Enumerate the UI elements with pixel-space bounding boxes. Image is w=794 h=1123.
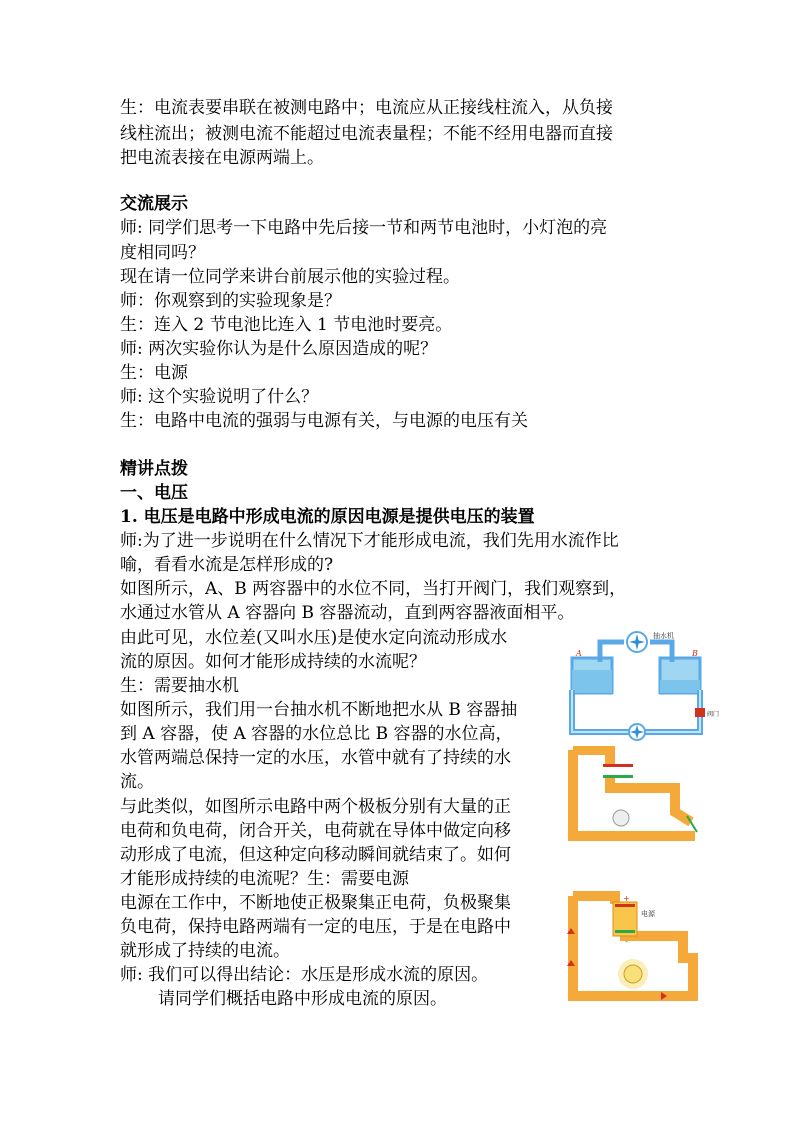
paragraph-line: 生：需要抽水机 [120,676,239,696]
paragraph-line: 电源在工作中，不断地使正极聚集正电荷，负极聚集 [120,893,511,913]
pump-label: 抽水机 [653,632,674,640]
paragraph-line: 水通过水管从 A 容器向 B 容器流动，直到两容器液面相平。 [120,603,575,623]
paragraph-line: 负电荷，保持电路两端有一定的电压，于是在电路中 [120,917,511,937]
label-a: A [576,649,582,658]
negative-plate [603,775,633,778]
valve-icon [695,708,705,717]
paragraph-line: 现在请一位同学来讲台前展示他的实验过程。 [120,267,460,287]
paragraph-line: 如图所示，A、B 两容器中的水位不同，当打开阀门，我们观察到， [120,579,627,599]
water-pump-diagram [560,628,720,743]
paragraph-line: 生：连入 2 节电池比连入 1 节电池时要亮。 [120,315,453,335]
positive-plate [603,764,633,767]
paragraph-line: 师: 这个实验说明了什么？ [120,387,319,407]
paragraph-line: 由此可见，水位差(又叫水压)是使水定向流动形成水 [120,628,508,648]
paragraph-line: 喻，看看水流是怎样形成的? [120,555,334,575]
label-b: B [692,649,698,658]
paragraph-line: 动形成了电流，但这种定向移动瞬间就结束了。如何 [120,845,511,865]
paragraph-line: 师: 我们可以得出结论：水压是形成水流的原因。 [120,965,489,985]
paragraph-line: 生：电流表要串联在被测电路中；电流应从正接线柱流入，从负接 [120,98,613,118]
paragraph-line: 到 A 容器，使 A 容器的水位总比 B 容器的水位高， [120,724,513,744]
paragraph-line: 把电流表接在电源两端上。 [120,148,324,168]
paragraph-line: 就形成了持续的电流。 [120,941,290,961]
power-source-diagram [565,888,715,1003]
paragraph-line: 师：你观察到的实验现象是？ [120,291,341,311]
power-label: 电源 [641,910,655,918]
wire-top [573,896,615,904]
paragraph-line: 师:为了进一步说明在什么情况下才能形成电流，我们先用水流作比 [120,531,619,551]
paragraph-line: 生：电路中电流的强弱与电源有关，与电源的电压有关 [120,411,528,431]
paragraph-line: 线柱流出；被测电流不能超过电流表量程；不能不经用电器而直接 [120,124,613,144]
section-heading: 精讲点拨 [120,459,188,479]
paragraph-line: 生：电源 [120,363,188,383]
paragraph-line: 师: 同学们思考一下电路中先后接一节和两节电池时，小灯泡的亮 [120,218,608,238]
paragraph-line: 如图所示，我们用一台抽水机不断地把水从 B 容器抽 [120,700,518,720]
charged-plates-diagram [565,746,715,842]
negative-terminal [615,930,635,933]
subsection-heading: 一、电压 [120,483,188,503]
section-heading: 交流展示 [120,194,188,214]
paragraph-line: 才能形成持续的电流呢？生：需要电源 [120,869,409,889]
lit-bulb-icon [624,965,642,983]
minus-sign: - [625,937,629,947]
paragraph-line: 度相同吗？ [120,243,205,263]
paragraph-line: 流。 [120,772,154,792]
valve-label: 阀门 [707,711,720,718]
paragraph-line: 电荷和负电荷，闭合开关，电荷就在导体中做定向移 [120,821,511,841]
water-level-b [660,680,700,693]
point-heading: 1. 电压是电路中形成电流的原因电源是提供电压的装置 [120,507,535,527]
paragraph-line: 请同学们概括电路中形成电流的原因。 [158,989,447,1009]
paragraph-line: 与此类似，如图所示电路中两个极板分别有大量的正 [120,797,511,817]
paragraph-line: 流的原因。如何才能形成持续的水流呢？ [120,652,426,672]
paragraph-line: 师: 两次实验你认为是什么原因造成的呢？ [120,339,438,359]
water-level-a [572,670,612,693]
bulb-icon [613,810,629,826]
plus-sign: + [623,894,630,903]
wire-top [573,750,610,764]
paragraph-line: 水管两端总保持一定的水压，水管中就有了持续的水 [120,748,511,768]
positive-terminal [615,904,635,907]
